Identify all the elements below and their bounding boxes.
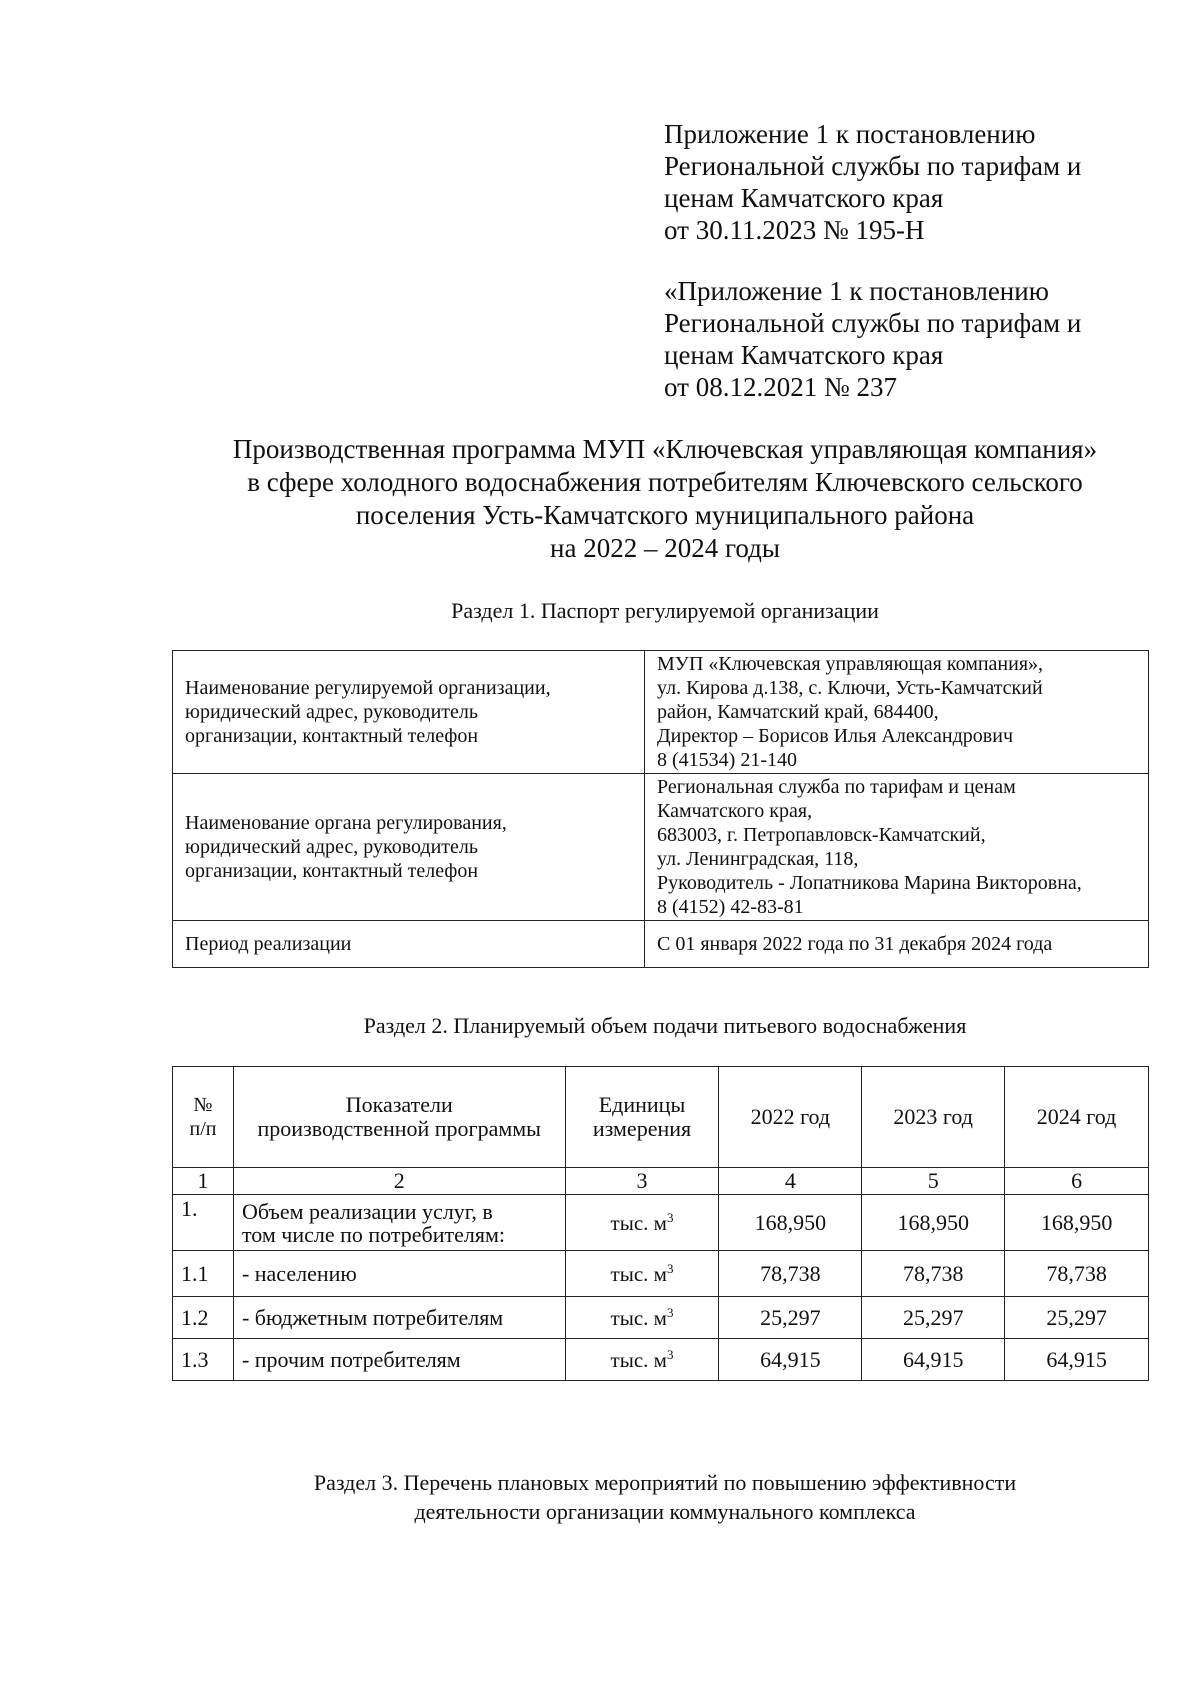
- column-number: 5: [862, 1168, 1005, 1195]
- unit-base: тыс. м: [610, 1347, 667, 1372]
- column-number-row: [173, 1168, 1149, 1195]
- title-line: на 2022 – 2024 годы: [550, 533, 780, 563]
- passport-value-period: [645, 921, 1149, 968]
- value-line: Камчатского края,: [657, 800, 813, 822]
- annex-previous-line: «Приложение 1 к постановлению: [664, 276, 1049, 306]
- annex-previous-block: [664, 275, 1081, 403]
- row-indicator: - бюджетным потребителям: [233, 1297, 565, 1339]
- annex-current-line: Приложение 1 к постановлению: [664, 119, 1036, 149]
- passport-row-organization: [173, 651, 1149, 774]
- annex-previous-line: ценам Камчатского края: [664, 340, 944, 370]
- value-line: ул. Ленинградская, 118,: [657, 848, 859, 870]
- header-line: производственной программы: [257, 1116, 541, 1141]
- unit-base: тыс. м: [610, 1305, 667, 1330]
- column-number: 3: [565, 1168, 719, 1195]
- value-line: Руководитель - Лопатникова Марина Викторовна,: [657, 872, 1082, 894]
- row-num: 1.: [173, 1195, 234, 1251]
- annex-current-line: ценам Камчатского края: [664, 183, 944, 213]
- title-line: Производственная программа МУП «Ключевская управляющая компания»: [232, 434, 1098, 464]
- section3-heading: [150, 1468, 1180, 1526]
- table-row: [173, 1251, 1149, 1297]
- unit-base: тыс. м: [610, 1210, 667, 1235]
- row-value-2023: 25,297: [862, 1297, 1005, 1339]
- annex-current-line: Региональной службы по тарифам и: [664, 151, 1082, 181]
- row-value-2022: 64,915: [719, 1339, 862, 1381]
- label-line: Период реализации: [185, 933, 352, 955]
- column-number: 4: [719, 1168, 862, 1195]
- label-line: юридический адрес, руководитель: [185, 701, 479, 723]
- value-line: С 01 января 2022 года по 31 декабря 2024 года: [657, 933, 1053, 955]
- row-indicator: - населению: [233, 1251, 565, 1297]
- value-line: 683003, г. Петропавловск-Камчатский,: [657, 824, 986, 846]
- header-num: [173, 1067, 234, 1168]
- section1-heading: Раздел 1. Паспорт регулируемой организации: [451, 598, 879, 623]
- column-number: 6: [1005, 1168, 1149, 1195]
- row-unit: [565, 1339, 719, 1381]
- row-num: 1.2: [173, 1297, 234, 1339]
- unit-exponent: 3: [666, 1346, 674, 1362]
- volume-table: [172, 1066, 1149, 1381]
- unit-base: тыс. м: [610, 1261, 667, 1286]
- row-value-2023: 78,738: [862, 1251, 1005, 1297]
- label-line: Наименование органа регулирования,: [185, 812, 507, 834]
- section3-heading-line: Раздел 3. Перечень плановых мероприятий по повышению эффективности: [313, 1470, 1017, 1495]
- header-line: измерения: [592, 1116, 692, 1141]
- row-num: 1.3: [173, 1339, 234, 1381]
- row-value-2024: 78,738: [1005, 1251, 1149, 1297]
- row-value-2022: 168,950: [719, 1195, 862, 1251]
- header-line: п/п: [189, 1118, 217, 1140]
- value-line: 8 (4152) 42-83-81: [657, 896, 804, 918]
- passport-label-organization: [173, 651, 645, 774]
- header-2023: 2023 год: [862, 1067, 1005, 1168]
- passport-label-regulator: [173, 774, 645, 921]
- row-num: 1.1: [173, 1251, 234, 1297]
- document-title: [150, 433, 1180, 565]
- row-unit: [565, 1195, 719, 1251]
- value-line: район, Камчатский край, 684400,: [657, 701, 939, 723]
- row-value-2023: 168,950: [862, 1195, 1005, 1251]
- row-value-2024: 168,950: [1005, 1195, 1149, 1251]
- table-row: [173, 1297, 1149, 1339]
- row-value-2023: 64,915: [862, 1339, 1005, 1381]
- row-value-2022: 78,738: [719, 1251, 862, 1297]
- passport-value-regulator: [645, 774, 1149, 921]
- section2-heading: Раздел 2. Планируемый объем подачи питьевого водоснабжения: [363, 1013, 967, 1038]
- header-2022: 2022 год: [719, 1067, 862, 1168]
- label-line: Наименование регулируемой организации,: [185, 677, 551, 699]
- annex-previous-line: Региональной службы по тарифам и: [664, 308, 1082, 338]
- unit-exponent: 3: [666, 1209, 674, 1225]
- column-number: 1: [173, 1168, 234, 1195]
- row-value-2024: 25,297: [1005, 1297, 1149, 1339]
- header-line: Единицы: [598, 1092, 686, 1117]
- indicator-line: Объем реализации услуг, в: [241, 1198, 493, 1224]
- section3-heading-line: деятельности организации коммунального комплекса: [414, 1499, 916, 1524]
- header-line: Показатели: [345, 1092, 453, 1117]
- annex-current-line: от 30.11.2023 № 195-Н: [664, 215, 925, 245]
- passport-table: [172, 650, 1149, 968]
- row-indicator: - прочим потребителям: [233, 1339, 565, 1381]
- row-value-2024: 64,915: [1005, 1339, 1149, 1381]
- annex-current-block: [664, 118, 1081, 246]
- header-indicator: [233, 1067, 565, 1168]
- value-line: Директор – Борисов Илья Александрович: [657, 725, 1014, 747]
- volume-header-row: [173, 1067, 1149, 1168]
- header-unit: [565, 1067, 719, 1168]
- value-line: ул. Кирова д.138, с. Ключи, Усть-Камчатский: [657, 677, 1043, 699]
- annex-previous-line: от 08.12.2021 № 237: [664, 372, 897, 402]
- row-value-2022: 25,297: [719, 1297, 862, 1339]
- label-line: организации, контактный телефон: [185, 860, 479, 882]
- value-line: 8 (41534) 21-140: [657, 749, 797, 771]
- value-line: МУП «Ключевская управляющая компания»,: [657, 653, 1044, 675]
- unit-exponent: 3: [666, 1304, 674, 1320]
- title-line: в сфере холодного водоснабжения потребителям Ключевского сельского: [247, 467, 1083, 497]
- row-indicator: [233, 1195, 565, 1251]
- row-unit: [565, 1297, 719, 1339]
- indicator-line: том числе по потребителям:: [241, 1221, 505, 1247]
- table-row: [173, 1195, 1149, 1251]
- label-line: юридический адрес, руководитель: [185, 836, 479, 858]
- label-line: организации, контактный телефон: [185, 725, 479, 747]
- passport-row-period: [173, 921, 1149, 968]
- column-number: 2: [233, 1168, 565, 1195]
- row-unit: [565, 1251, 719, 1297]
- title-line: поселения Усть-Камчатского муниципального района: [355, 500, 975, 530]
- header-2024: 2024 год: [1005, 1067, 1149, 1168]
- passport-value-organization: [645, 651, 1149, 774]
- value-line: Региональная служба по тарифам и ценам: [657, 776, 1016, 798]
- passport-label-period: [173, 921, 645, 968]
- unit-exponent: 3: [666, 1260, 674, 1276]
- table-row: [173, 1339, 1149, 1381]
- header-line: №: [193, 1094, 213, 1116]
- passport-row-regulator: [173, 774, 1149, 921]
